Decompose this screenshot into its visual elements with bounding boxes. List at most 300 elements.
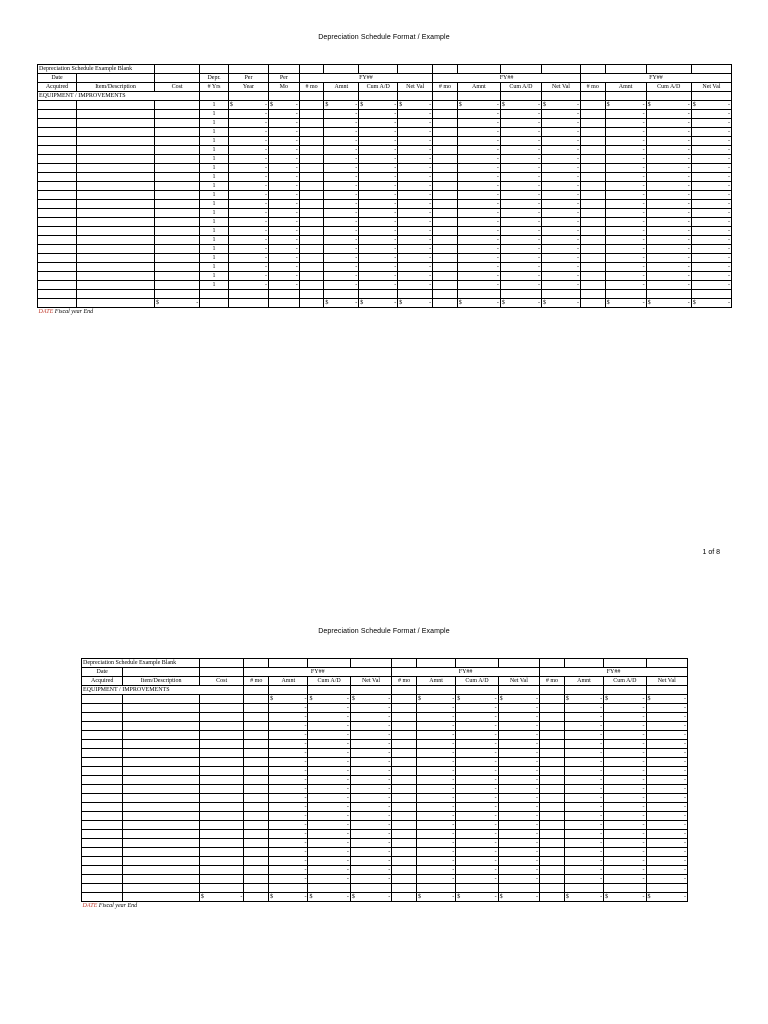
empty-cell [498,884,539,893]
table-caption: Depreciation Schedule Example Blank [82,659,200,668]
net-val-cell: - [541,155,580,164]
net-val-cell: - [350,767,391,776]
item-cell [77,209,155,218]
table-row [82,821,688,830]
amnt-cell: - [564,758,603,767]
per-mo-cell: - [268,119,299,128]
empty-cell [269,884,308,893]
net-val-cell: - [498,866,539,875]
cost-cell [155,137,200,146]
date-cell [82,785,123,794]
num-mo-cell [244,785,269,794]
depr-years-cell: 1 [200,191,229,200]
date-cell [82,857,123,866]
col-cost-label: Cost [199,677,243,686]
num-mo-cell [244,776,269,785]
item-cell [77,254,155,263]
amnt-cell: - [605,191,646,200]
empty-cell [244,686,269,695]
currency-symbol: $ [399,102,403,108]
num-mo-cell [392,722,417,731]
amnt-cell: - [564,785,603,794]
empty-cell [457,92,500,101]
item-cell [123,839,200,848]
cum-ad-cell: - [646,209,691,218]
cum-ad-cell: - [604,731,646,740]
num-mo-cell [580,236,605,245]
cum-ad-cell: - [604,839,646,848]
empty-cell [646,686,687,695]
amnt-cell: - [324,182,359,191]
net-val-cell: - [350,821,391,830]
net-val-cell: - [691,164,731,173]
empty-cell [646,290,691,299]
cum-ad-cell: - [500,236,541,245]
total-cum-ad-cell [646,299,691,308]
cum-ad-cell: - [604,722,646,731]
net-val-cell: - [350,704,391,713]
empty-cell [604,686,646,695]
num-mo-cell [540,722,565,731]
table-row [38,191,732,200]
date-cell [38,209,77,218]
net-val-cell: - [691,272,731,281]
page-title: Depreciation Schedule Format / Example [318,628,450,635]
col-fy: FY## [433,74,581,83]
cost-cell [155,218,200,227]
table-row [38,209,732,218]
empty-cell [324,92,359,101]
amnt-cell: - [269,731,308,740]
amnt-cell: - [605,182,646,191]
cum-ad-cell: - [359,155,398,164]
num-mo-cell [392,857,417,866]
num-mo-cell [580,227,605,236]
amnt-cell: - [324,173,359,182]
num-mo-cell [580,254,605,263]
cum-ad-cell: - [359,173,398,182]
num-mo-cell [540,803,565,812]
total-amnt-cell [564,893,603,902]
total-amnt-cell [269,893,308,902]
cost-cell [199,704,243,713]
cum-ad-cell: - [646,128,691,137]
cum-ad-cell [359,101,398,110]
amnt-cell: - [269,812,308,821]
net-val-cell: - [350,857,391,866]
net-val-cell: - [646,839,687,848]
cum-ad-cell: - [646,191,691,200]
empty-cell [498,686,539,695]
num-mo-cell [392,776,417,785]
per-year-cell [228,101,268,110]
cum-ad-cell: - [359,218,398,227]
total-cum-ad-cell [500,299,541,308]
amnt-cell: - [457,263,500,272]
dash-value: - [196,300,199,306]
col-acquired: Acquired [82,677,123,686]
empty-cell [359,92,398,101]
net-val-cell: - [398,191,433,200]
date-cell [38,119,77,128]
date-cell [82,704,123,713]
dash-value: - [684,894,686,900]
cum-ad-cell: - [456,731,498,740]
empty-cell [244,659,269,668]
empty-cell [398,290,433,299]
section-label: EQUIPMENT / IMPROVEMENTS [82,686,244,695]
amnt-cell: - [605,146,646,155]
num-mo-cell [392,839,417,848]
net-val-cell: - [498,875,539,884]
empty-cell [268,290,299,299]
table-row [82,695,688,704]
net-val-cell: - [498,803,539,812]
col-num-mo: # mo [299,83,324,92]
dash-value: - [388,696,391,702]
net-val-cell: - [350,785,391,794]
net-val-cell: - [398,119,433,128]
empty-cell [541,290,580,299]
empty-cell [269,686,308,695]
amnt-cell: - [457,236,500,245]
page-title: Depreciation Schedule Format / Example [318,34,450,41]
cost-cell [155,245,200,254]
item-cell [123,803,200,812]
currency-symbol: $ [647,300,651,306]
currency-symbol: $ [360,102,364,108]
cum-ad-cell: - [359,236,398,245]
net-val-cell: - [646,776,687,785]
col-item [77,74,155,83]
date-cell [82,767,123,776]
currency-symbol: $ [606,102,610,108]
net-val-cell: - [498,740,539,749]
item-cell [123,758,200,767]
cum-ad-cell: - [500,218,541,227]
amnt-cell: - [457,155,500,164]
cum-ad-cell: - [308,821,350,830]
cum-ad-cell: - [308,722,350,731]
cum-ad-cell: - [456,740,498,749]
net-val-cell: - [646,722,687,731]
net-val-cell: - [691,245,731,254]
amnt-cell: - [324,119,359,128]
empty-cell [540,884,565,893]
net-val-cell: - [691,236,731,245]
cum-ad-cell: - [359,245,398,254]
col-cum-ad: Cum A/D [359,83,398,92]
cost-cell [199,731,243,740]
dash-value: - [642,300,645,306]
empty-cell [456,686,498,695]
total-cum-ad-cell [456,893,498,902]
currency-symbol: $ [270,894,274,900]
date-cell [82,713,123,722]
empty-cell [433,290,458,299]
amnt-cell: - [605,137,646,146]
table-row [38,254,732,263]
table-row [82,812,688,821]
cum-ad-cell: - [308,749,350,758]
cum-ad-cell: - [359,128,398,137]
num-mo-cell [540,812,565,821]
col-cum-ad: Cum A/D [308,677,350,686]
currency-symbol: $ [606,300,610,306]
col-net-val: Net Val [646,677,687,686]
cost-cell [155,182,200,191]
amnt-cell [605,101,646,110]
table-row [38,137,732,146]
empty-cell [500,290,541,299]
dash-value: - [494,696,497,702]
cum-ad-cell: - [308,839,350,848]
net-val-cell: - [350,749,391,758]
currency-symbol: $ [565,696,569,702]
net-val-cell: - [498,767,539,776]
empty-cell [244,884,269,893]
cum-ad-cell: - [500,137,541,146]
dash-value: - [642,894,645,900]
net-val-cell: - [691,227,731,236]
cum-ad-cell [646,101,691,110]
empty-cell [417,659,456,668]
dash-value: - [388,894,391,900]
num-mo-cell [580,191,605,200]
empty-cell [392,686,417,695]
total-net-val-cell [541,299,580,308]
dash-value: - [452,894,455,900]
net-val-cell: - [691,173,731,182]
item-cell [77,245,155,254]
net-val-cell: - [646,731,687,740]
empty-cell [417,686,456,695]
net-val-cell: - [350,848,391,857]
col-item [123,668,200,677]
depr-years-cell: 1 [200,128,229,137]
currency-symbol: $ [647,102,651,108]
cum-ad-cell: - [308,713,350,722]
item-cell [77,155,155,164]
num-mo-cell [433,128,458,137]
dash-value: - [576,102,579,108]
net-val-cell: - [646,857,687,866]
currency-symbol: $ [458,300,462,306]
date-cell [38,236,77,245]
table-row [38,200,732,209]
table-row [82,767,688,776]
amnt-cell: - [417,713,456,722]
cum-ad-cell: - [646,272,691,281]
empty-cell [605,65,646,74]
depreciation-table [81,658,688,911]
amnt-cell: - [457,137,500,146]
cum-ad-cell: - [500,164,541,173]
amnt-cell: - [457,272,500,281]
currency-symbol: $ [360,300,364,306]
empty-cell [268,299,299,308]
date-cell [38,137,77,146]
empty-cell [564,659,603,668]
amnt-cell: - [324,245,359,254]
cum-ad-cell: - [500,173,541,182]
net-val-cell: - [498,749,539,758]
empty-cell [268,65,299,74]
num-mo-cell [299,101,324,110]
currency-symbol: $ [542,300,546,306]
total-cum-ad-cell [604,893,646,902]
empty-cell [308,659,350,668]
per-year-cell: - [228,191,268,200]
currency-symbol: $ [501,300,505,306]
amnt-cell: - [269,794,308,803]
cum-ad-cell: - [456,785,498,794]
net-val-cell: - [646,812,687,821]
cum-ad-cell: - [456,848,498,857]
empty-cell [457,65,500,74]
depr-years-cell: 1 [200,263,229,272]
num-mo-cell [433,236,458,245]
amnt-cell [457,101,500,110]
net-val-cell [646,695,687,704]
net-val-cell [691,101,731,110]
net-val-cell: - [541,182,580,191]
num-mo-cell [299,146,324,155]
net-val-cell: - [350,713,391,722]
net-val-cell: - [498,704,539,713]
table-row [38,236,732,245]
num-mo-cell [433,191,458,200]
cum-ad-cell: - [646,110,691,119]
date-cell [38,263,77,272]
num-mo-cell [580,209,605,218]
empty-cell [200,290,229,299]
date-cell [38,191,77,200]
net-val-cell: - [350,776,391,785]
cost-cell [199,758,243,767]
num-mo-cell [540,695,565,704]
cum-ad-cell: - [646,119,691,128]
empty-cell [299,290,324,299]
cost-cell [155,119,200,128]
net-val-cell: - [646,848,687,857]
num-mo-cell [244,740,269,749]
num-mo-cell [299,173,324,182]
cum-ad-cell: - [604,848,646,857]
currency-symbol: $ [325,300,329,306]
per-mo-cell: - [268,137,299,146]
item-cell [123,857,200,866]
amnt-cell: - [564,722,603,731]
per-year-cell: - [228,200,268,209]
amnt-cell: - [417,758,456,767]
net-val-cell: - [646,830,687,839]
table-row [82,722,688,731]
dash-value: - [536,894,539,900]
cum-ad-cell: - [456,776,498,785]
amnt-cell: - [269,839,308,848]
empty-cell [199,884,243,893]
net-val-cell: - [646,758,687,767]
cum-ad-cell: - [359,254,398,263]
amnt-cell: - [457,119,500,128]
currency-symbol: $ [565,894,569,900]
net-val-cell: - [498,785,539,794]
empty-cell [646,884,687,893]
empty-cell [155,290,200,299]
empty-cell [691,290,731,299]
num-mo-cell [244,722,269,731]
net-val-cell: - [498,722,539,731]
cost-cell [155,200,200,209]
net-val-cell: - [498,731,539,740]
currency-symbol: $ [156,300,160,306]
depr-years-cell: 1 [200,110,229,119]
num-mo-cell [433,119,458,128]
net-val-cell: - [541,218,580,227]
amnt-cell: - [417,857,456,866]
table-row [38,155,732,164]
cost-cell [199,866,243,875]
empty-cell [646,92,691,101]
currency-symbol: $ [458,102,462,108]
empty-cell [200,92,229,101]
amnt-cell: - [269,803,308,812]
cost-cell [199,713,243,722]
cum-ad-cell: - [646,200,691,209]
cum-ad-cell: - [308,776,350,785]
cum-ad-cell: - [456,812,498,821]
depr-years-cell: 1 [200,182,229,191]
empty-cell [541,92,580,101]
date-cell [38,272,77,281]
table-row [38,110,732,119]
cost-cell [155,146,200,155]
date-cell [38,245,77,254]
amnt-cell: - [324,155,359,164]
amnt-cell: - [457,218,500,227]
per-mo-cell: - [268,182,299,191]
total-cum-ad-cell [359,299,398,308]
item-cell [123,767,200,776]
per-mo-cell: - [268,236,299,245]
depr-years-cell: 1 [200,101,229,110]
num-mo-cell [580,101,605,110]
item-cell [123,776,200,785]
num-mo-cell [433,254,458,263]
empty-cell [269,659,308,668]
net-val-cell: - [350,740,391,749]
cum-ad-cell: - [308,758,350,767]
num-mo-cell [580,119,605,128]
table-row [38,146,732,155]
col-item-desc: Item/Description [123,677,200,686]
amnt-cell: - [457,227,500,236]
net-val-cell: - [691,110,731,119]
num-mo-cell [580,272,605,281]
amnt-cell: - [324,191,359,200]
amnt-cell: - [564,713,603,722]
item-cell [123,848,200,857]
currency-symbol: $ [325,102,329,108]
num-mo-cell [580,137,605,146]
num-mo-cell [244,749,269,758]
net-val-cell: - [541,173,580,182]
total-net-val-cell [398,299,433,308]
num-mo-cell [433,263,458,272]
net-val-cell: - [691,281,731,290]
amnt-cell: - [564,812,603,821]
